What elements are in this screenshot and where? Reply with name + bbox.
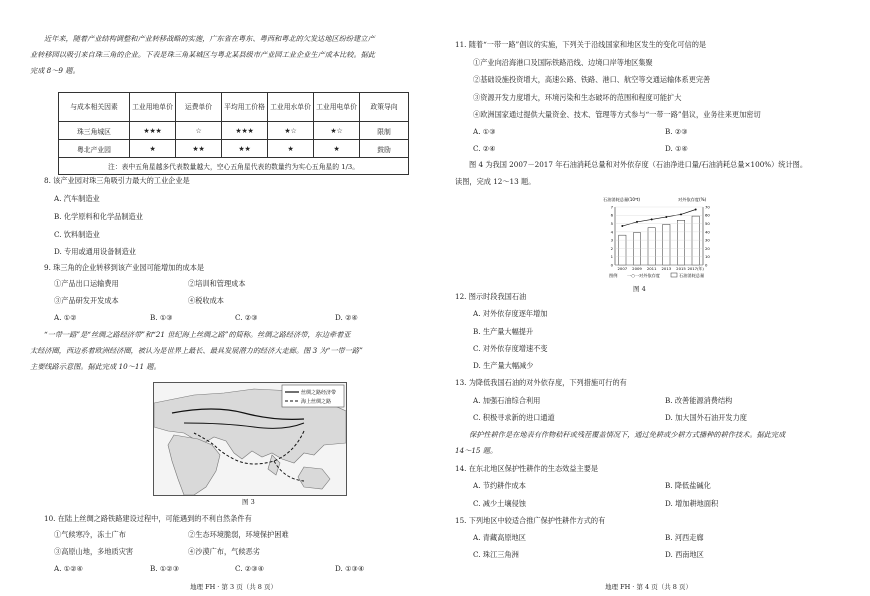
q13-stem: 13. 为降低我国石油的对外依存度，下列措施可行的有 <box>455 378 627 387</box>
oil-chart <box>603 195 723 278</box>
chart-right-tick-label: 70 <box>705 204 710 210</box>
chart-right-tick-label: 60 <box>705 212 710 218</box>
chart-caption: 图 4 <box>633 285 646 293</box>
intro-line-3: 完成 8～9 题。 <box>30 66 80 75</box>
intro2-line-1: “一带一路”是“丝绸之路经济带”和“21 世纪海上丝绸之路”的简称。丝绸之路经济带，东边牵着亚 <box>44 330 351 339</box>
q11-option-d[interactable]: D. ①④ <box>665 144 688 153</box>
q14-option-d[interactable]: D. 增加耕地面积 <box>665 499 719 508</box>
q12-stem: 12. 图示时段我国石油 <box>455 292 527 301</box>
q11-stem: 11. 随着“一带一路”倡议的实施，下列关于沿线国家和地区发生的变化可信的是 <box>455 40 707 49</box>
chart-left-tick-label: 4 <box>610 229 613 235</box>
q8-option-c[interactable]: C. 饮料制造业 <box>54 230 100 239</box>
table-cell: ★★ <box>176 140 222 158</box>
q13-option-b[interactable]: B. 改善能源消费结构 <box>665 396 733 405</box>
q10-option-b[interactable]: B. ①②③ <box>150 564 180 573</box>
q15-option-a[interactable]: A. 青藏高原地区 <box>473 533 526 542</box>
chart-right-tick-label: 30 <box>705 237 710 243</box>
chart-legend-bar-swatch <box>671 273 677 277</box>
chart-left-tick-label: 7 <box>610 204 613 210</box>
q11-item-1: ①产业向沿海港口及国际铁路沿线、边境口岸等地区集聚 <box>473 58 653 67</box>
table-cell: ★ <box>314 140 360 158</box>
q14-option-a[interactable]: A. 节约耕作成本 <box>473 481 526 490</box>
chart-legend-prefix: 图例 <box>609 273 618 278</box>
q8-option-b[interactable]: B. 化学原料和化学品制造业 <box>54 212 143 221</box>
q8-option-d[interactable]: D. 专用或通用设备制造业 <box>54 247 136 256</box>
intro4-line-1: 保护性耕作是在地表有作物秸秆或残茬覆盖情况下，通过免耕或少耕方式播种的耕作技术。据此完成 <box>469 430 786 439</box>
q12-option-a[interactable]: A. 对外依存度逐年增加 <box>473 309 548 318</box>
q10-item-4: ④沙漠广布，气候恶劣 <box>188 547 260 556</box>
table-row <box>59 122 409 140</box>
chart-left-tick-label: 5 <box>610 220 613 226</box>
table-header-cell: 政策导向 <box>360 93 409 122</box>
table-header-cell: 工业用地单价 <box>130 93 176 122</box>
q15-option-b[interactable]: B. 河西走廊 <box>665 533 704 542</box>
table-note: 注：表中五角星越多代表数量越大，空心五角星代表的数量约为实心五角星的 1/3。 <box>59 158 409 175</box>
chart-line <box>621 208 696 227</box>
belt-road-map <box>153 382 347 496</box>
chart-x-tick-label: 2007 <box>617 266 628 271</box>
table-cell: ★ <box>268 140 314 158</box>
southeast-asia-landmass <box>268 455 280 475</box>
q13-option-c[interactable]: C. 积极寻求新的进口通道 <box>473 413 555 422</box>
q9-item-2: ②培训和管理成本 <box>188 279 246 288</box>
q9-item-3: ③产品研发开发成本 <box>54 296 119 305</box>
q9-option-c[interactable]: C. ②③ <box>235 313 258 322</box>
q10-item-3: ③高原山地，多地质灾害 <box>54 547 134 556</box>
table-row <box>59 140 409 158</box>
q15-stem: 15. 下列地区中较适合推广保护性耕作方式的有 <box>455 516 606 525</box>
q13-option-a[interactable]: A. 加强石油综合利用 <box>473 396 541 405</box>
q14-stem: 14. 在东北地区保护性耕作的生态效益主要是 <box>455 464 599 473</box>
chart-bar <box>663 224 670 265</box>
table-note-row <box>59 158 409 175</box>
q15-option-d[interactable]: D. 西南地区 <box>665 550 704 559</box>
table-row-label: 珠三角城区 <box>59 122 130 140</box>
table-cell: ★ <box>130 140 176 158</box>
q10-option-a[interactable]: A. ①②④ <box>54 564 84 573</box>
table-header-cell: 工业用电单价 <box>314 93 360 122</box>
chart-bar <box>619 235 626 265</box>
q10-option-c[interactable]: C. ②③④ <box>235 564 265 573</box>
q11-item-4: ④欧洲国家通过提供大量资金、技术、管理等方式参与“一带一路”倡议，业务往来更加密切 <box>473 110 761 119</box>
q12-option-d[interactable]: D. 生产量大幅减少 <box>473 361 534 370</box>
q8-option-a[interactable]: A. 汽车制造业 <box>54 194 100 203</box>
q13-option-d[interactable]: D. 加大国外石油开发力度 <box>665 413 747 422</box>
chart-left-tick-label: 1 <box>610 254 613 260</box>
q9-option-a[interactable]: A. ①② <box>54 313 77 322</box>
chart-left-tick-label: 6 <box>610 212 613 218</box>
chart-legend-bar: 石油消耗总量 <box>679 273 705 278</box>
q11-item-3: ③资源开发力度增大，环境污染和生态破坏的范围和程度可能扩大 <box>473 93 682 102</box>
q8-stem: 8. 该产业园对珠三角吸引力最大的工业企业是 <box>44 176 190 185</box>
australia-landmass <box>298 467 330 489</box>
q9-item-4: ④税收成本 <box>188 296 224 305</box>
chart-right-tick-label: 40 <box>705 229 710 235</box>
map-caption: 图 3 <box>242 498 255 506</box>
intro-line-2: 业转移园以吸引来自珠三角的企业。下表是珠三角某城区与粤北某县级市产业园工业企业生产成本比较。据此 <box>30 50 376 59</box>
chart-bar <box>677 220 684 265</box>
q14-option-b[interactable]: B. 降低盐碱化 <box>665 481 711 490</box>
cost-comparison-table <box>58 92 409 175</box>
chart-left-axis-title: 石油消耗总量(10⁸t) <box>603 197 641 202</box>
chart-x-tick-label: 2017(年) <box>687 266 704 271</box>
table-header-cell: 平均用工价格 <box>222 93 268 122</box>
q9-option-b[interactable]: B. ①③ <box>150 313 173 322</box>
q9-item-1: ①产品出口运输费用 <box>54 279 119 288</box>
chart-x-tick-label: 2009 <box>632 266 642 271</box>
q14-option-c[interactable]: C. 减少土壤侵蚀 <box>473 499 526 508</box>
left-column <box>30 0 435 596</box>
chart-axes <box>615 207 703 265</box>
table-cell: ★☆ <box>314 122 360 140</box>
q10-stem: 10. 在陆上丝绸之路铁路建设过程中，可能遇到的不利自然条件有 <box>44 514 252 523</box>
q9-stem: 9. 珠三角的企业转移到该产业园可能增加的成本是 <box>44 263 205 272</box>
oil-chart-svg <box>603 195 723 281</box>
chart-right-tick-label: 50 <box>705 220 710 226</box>
q10-option-d[interactable]: D. ①③④ <box>335 564 365 573</box>
q15-option-c[interactable]: C. 珠江三角洲 <box>473 550 519 559</box>
table-header-cell: 与成本相关因素 <box>59 93 130 122</box>
chart-bar <box>633 233 640 265</box>
chart-left-tick-label: 3 <box>610 237 613 243</box>
chart-left-tick-label: 2 <box>610 245 613 251</box>
table-cell: ★★ <box>222 140 268 158</box>
page-footer-left: 地理 FH · 第 3 页（共 8 页） <box>190 583 277 591</box>
intro3-line-2: 读图，完成 12～13 题。 <box>455 177 536 186</box>
table-header-row <box>59 93 409 122</box>
chart-x-tick-label: 2015 <box>676 266 686 271</box>
map-legend-label-2: 海上丝绸之路 <box>301 399 332 405</box>
table-cell: ★★★ <box>222 122 268 140</box>
map-legend-label-1: 丝绸之路经济带 <box>301 390 337 396</box>
intro2-line-2: 太经济圈，西边系着欧洲经济圈，被认为是世界上最长、最具发展潜力的经济大走廊。图 3 为“一带一路” <box>30 346 363 355</box>
q12-option-c[interactable]: C. 对外依存度增速不变 <box>473 344 548 353</box>
chart-x-tick-label: 2011 <box>646 266 657 271</box>
chart-right-tick-label: 10 <box>705 254 710 260</box>
intro3-line-1: 图 4 为我国 2007－2017 年石油消耗总量和对外依存度（石油净进口量/石油消耗总量×100%）统计图。 <box>469 160 808 169</box>
table-cell: 鼓励 <box>360 140 409 158</box>
chart-left-tick-label: 0 <box>610 262 613 268</box>
chart-legend-line: 一○一对外依存度 <box>627 273 660 278</box>
q10-item-2: ②生态环境脆弱，环境保护困难 <box>188 530 289 539</box>
q9-option-d[interactable]: D. ②④ <box>335 313 358 322</box>
intro2-line-3: 主要线路示意图。据此完成 10～11 题。 <box>30 362 161 371</box>
table-cell: ☆ <box>176 122 222 140</box>
chart-bar <box>648 228 655 265</box>
q11-option-c[interactable]: C. ②④ <box>473 144 496 153</box>
intro-line-1: 近年来，随着产业结构调整和产业转移战略的实施，广东省在粤东、粤西和粤北的欠发达地区纷纷建立产 <box>44 34 375 43</box>
chart-right-tick-label: 0 <box>705 262 708 268</box>
q11-option-a[interactable]: A. ①③ <box>473 127 496 136</box>
right-column <box>455 0 860 596</box>
table-header-cell: 工业用水单价 <box>268 93 314 122</box>
table-cell: ★☆ <box>268 122 314 140</box>
table-header-cell: 运费单价 <box>176 93 222 122</box>
q10-item-1: ①气候寒冷，冻土广布 <box>54 530 126 539</box>
q11-item-2: ②基础设施投资增大，高速公路、铁路、港口、航空等交通运输体系更完善 <box>473 75 711 84</box>
page-footer-right: 地理 FH · 第 4 页（共 8 页） <box>605 583 692 591</box>
table-cell: 限制 <box>360 122 409 140</box>
chart-right-axis-title: 对外依存度(%) <box>678 197 707 202</box>
intro4-line-2: 14～15 题。 <box>455 446 498 455</box>
q12-option-b[interactable]: B. 生产量大幅提升 <box>473 327 534 336</box>
table-cell: ★★★ <box>130 122 176 140</box>
chart-right-tick-label: 20 <box>705 245 710 251</box>
chart-x-tick-label: 2013 <box>661 266 672 271</box>
table-row-label: 粤北产业园 <box>59 140 130 158</box>
map-graphic <box>154 383 346 495</box>
q11-option-b[interactable]: B. ②③ <box>665 127 688 136</box>
